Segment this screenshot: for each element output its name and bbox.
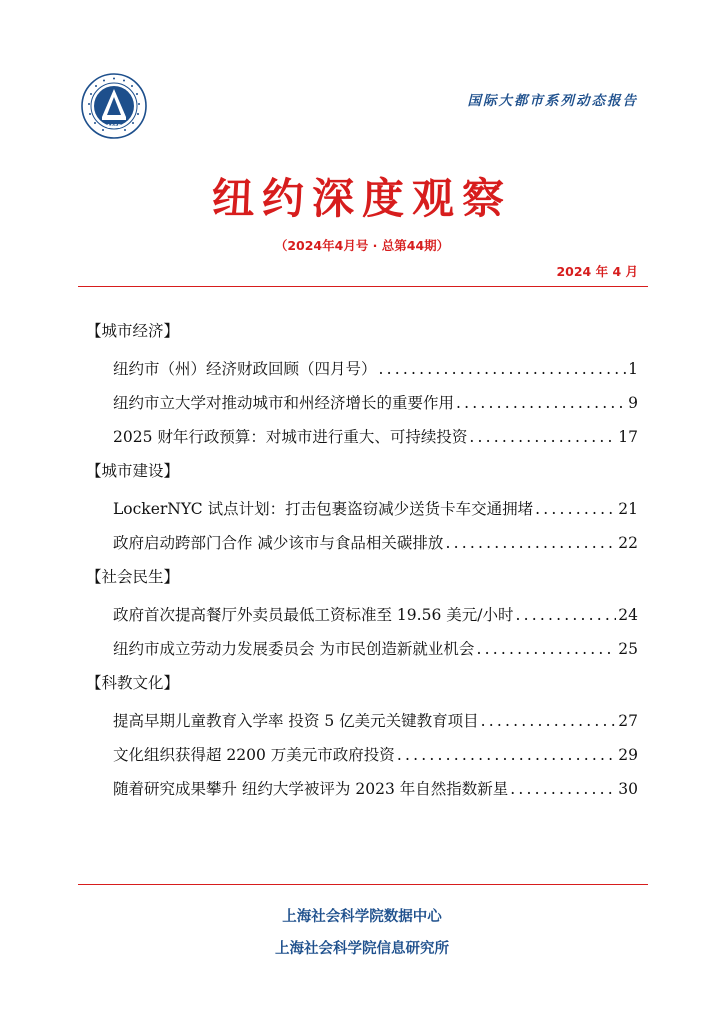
- toc-entry[interactable]: [86, 496, 638, 530]
- issue-date: 2024 年 4 月: [556, 264, 638, 279]
- top-divider: [78, 286, 648, 287]
- toc-entry-page: 30: [618, 780, 638, 798]
- section-heading: 【科教文化】: [86, 674, 180, 692]
- leader-dots: [515, 602, 616, 628]
- toc-entry-title: 纽约市成立劳动力发展委员会 为市民创造新就业机会: [113, 640, 475, 658]
- toc-entry[interactable]: [86, 636, 638, 670]
- leader-dots: [379, 356, 627, 382]
- toc-entry-title: 政府启动跨部门合作 减少该市与食品相关碳排放: [113, 534, 444, 552]
- leader-dots: [476, 636, 616, 662]
- leader-dots: [397, 742, 616, 768]
- toc-entry-page: 22: [618, 534, 638, 552]
- toc-entry[interactable]: [86, 708, 638, 742]
- toc-entry-page: 21: [618, 500, 638, 518]
- leader-dots: [456, 390, 626, 416]
- leader-dots: [510, 776, 616, 802]
- publisher-line-2: 上海社会科学院信息研究所: [275, 941, 449, 957]
- toc-entry-title: 2025 财年行政预算：对城市进行重大、可持续投资: [113, 428, 468, 446]
- toc-entry-page: 9: [628, 394, 638, 412]
- toc-entry-title: 纽约市（州）经济财政回顾（四月号）: [113, 360, 377, 378]
- table-of-contents: [86, 318, 638, 810]
- toc-entry-title: 纽约市立大学对推动城市和州经济增长的重要作用: [113, 394, 455, 412]
- toc-entry[interactable]: [86, 424, 638, 458]
- toc-entry[interactable]: [86, 742, 638, 776]
- toc-entry-page: 17: [618, 428, 638, 446]
- leader-dots: [469, 424, 616, 450]
- toc-entry-title: 文化组织获得超 2200 万美元市政府投资: [113, 746, 395, 764]
- logo-year: 1958: [107, 124, 121, 130]
- leader-dots: [535, 496, 616, 522]
- section-heading: 【社会民生】: [86, 568, 180, 586]
- toc-entry[interactable]: [86, 390, 638, 424]
- toc-entry[interactable]: [86, 602, 638, 636]
- toc-entry[interactable]: [86, 776, 638, 810]
- issue-number: （2024年4月号 · 总第44期）: [274, 238, 450, 253]
- toc-entry-page: 24: [618, 606, 638, 624]
- toc-entry-title: 随着研究成果攀升 纽约大学被评为 2023 年自然指数新星: [113, 780, 509, 798]
- leader-dots: [445, 530, 616, 556]
- report-series: 国际大都市系列动态报告: [467, 93, 638, 109]
- institute-logo: [81, 73, 147, 139]
- toc-entry[interactable]: [86, 356, 638, 390]
- toc-entry-title: 政府首次提高餐厅外卖员最低工资标准至 19.56 美元/小时: [113, 606, 514, 624]
- toc-entry-page: 29: [618, 746, 638, 764]
- section-heading: 【城市建设】: [86, 462, 180, 480]
- publisher-line-1: 上海社会科学院数据中心: [282, 909, 442, 925]
- leader-dots: [481, 708, 617, 734]
- toc-entry[interactable]: [86, 530, 638, 564]
- bottom-divider: [78, 884, 648, 885]
- toc-entry-title: 提高早期儿童教育入学率 投资 5 亿美元关键教育项目: [113, 712, 479, 730]
- report-title: 纽约深度观察: [211, 174, 512, 223]
- section-heading: 【城市经济】: [86, 322, 180, 340]
- toc-entry-page: 25: [618, 640, 638, 658]
- toc-entry-page: 27: [618, 712, 638, 730]
- toc-entry-title: LockerNYC 试点计划：打击包裹盗窃减少送货卡车交通拥堵: [113, 500, 534, 518]
- toc-entry-page: 1: [628, 360, 638, 378]
